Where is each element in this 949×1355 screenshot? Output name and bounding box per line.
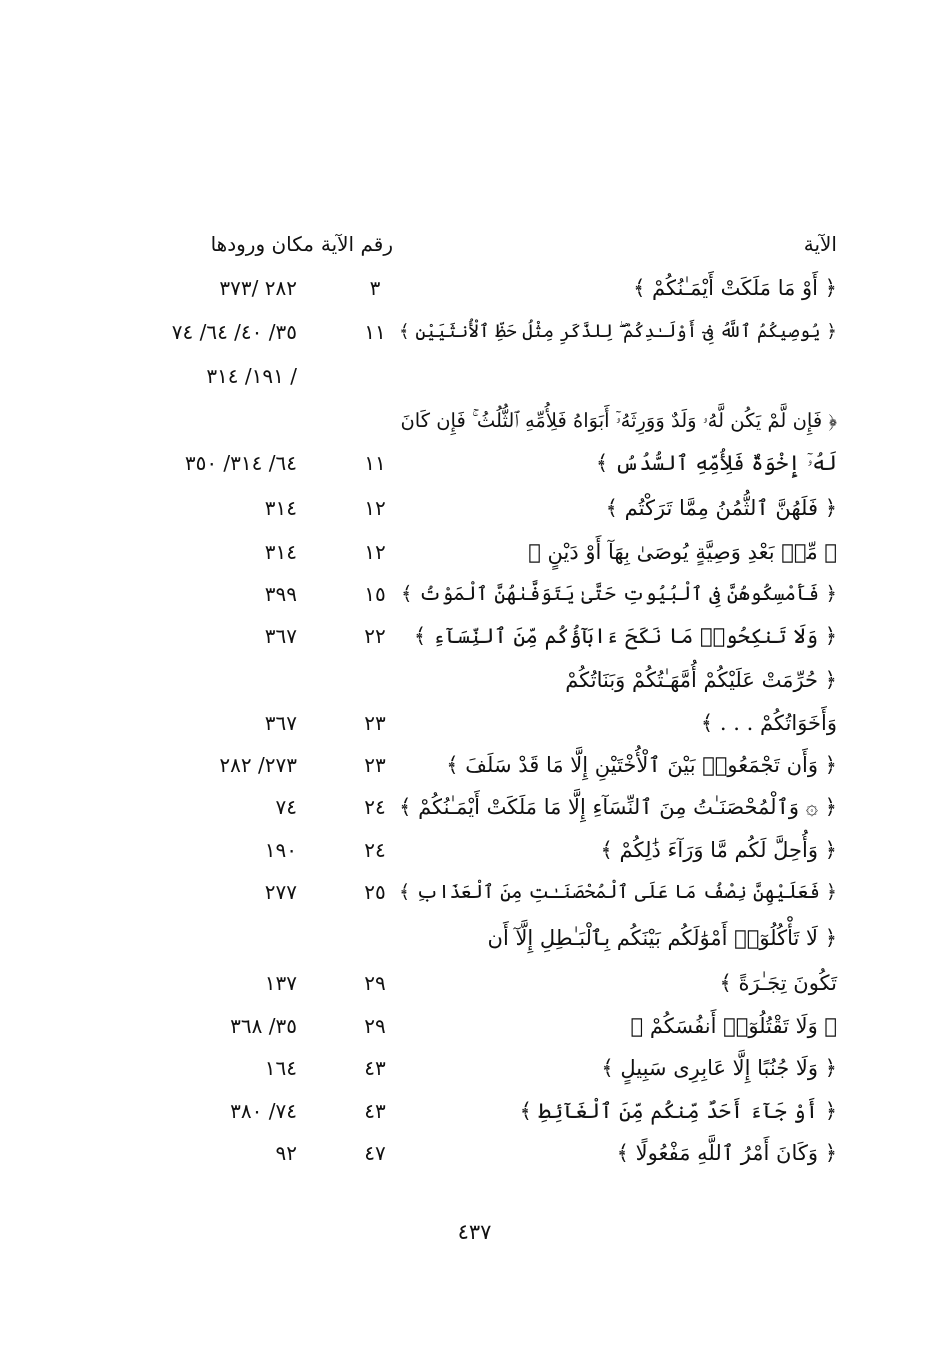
ayah-number: ٢٩ (364, 1014, 386, 1038)
ayah-text: ﴿ يُوصِيكُمُ ٱللَّهُ فِىٓ أَوْلَـٰدِكُمْ ۖ لِلذَّكَرِ مِثْلُ حَظِّ ٱلْأُنثَيَيْنِ ﴾ (399, 321, 837, 342)
table-row (0, 745, 949, 785)
page-number: ٤٣٧ (457, 1220, 492, 1244)
table-row (0, 703, 949, 743)
header-ayah-number: رقم الآية (320, 232, 393, 256)
ayah-number: ٤٣ (364, 1099, 386, 1123)
ayah-place-pages: ٧٤ (275, 795, 297, 819)
ayah-place-pages: ٢٧٧ (264, 880, 297, 904)
header-ayah: الآية (803, 232, 837, 256)
ayah-text: ﴿ فَلَهُنَّ ٱلثُّمُنُ مِمَّا تَرَكْتُم ﴾ (605, 496, 837, 520)
ayah-number: ١٢ (364, 540, 386, 564)
ayah-number: ١١ (364, 451, 386, 475)
table-row (0, 532, 949, 572)
ayah-place-pages: ٣٥/ ٤٠/ ٦٤/ ٧٤ (171, 320, 297, 344)
ayah-place-pages: ٣٥/ ٣٦٨ (230, 1014, 297, 1038)
ayah-number: ٤٣ (364, 1056, 386, 1080)
ayah-text: ﴿ مِّنۢ بَعْدِ وَصِيَّةٍ يُوصَىٰ بِهَآ أَوْ دَيْنٍ ﴾ (528, 540, 837, 564)
table-row (0, 918, 949, 958)
ayah-number: ٢٥ (364, 880, 386, 904)
ayah-text: ﴿ وَأَن تَجْمَعُوا۟ بَيْنَ ٱلْأُخْتَيْنِ إِلَّا مَا قَدْ سَلَفَ ﴾ (446, 753, 837, 777)
ayah-place-pages: ٣٦٧ (264, 624, 297, 648)
ayah-place-pages: ١٦٤ (264, 1056, 297, 1080)
table-row (0, 872, 949, 912)
ayah-place-pages: ١٣٧ (264, 971, 297, 995)
ayah-text: لَهُۥٓ إِخْوَةٌ فَلِأُمِّهِ ٱلسُّدُسُ ﴾ (595, 451, 837, 475)
ayah-text: ﴿ لَا تَأْكُلُوٓا۟ أَمْوَٰلَكُم بَيْنَكُم بِٱلْبَـٰطِلِ إِلَّآ أَن (487, 926, 837, 950)
ayah-text: ﴿ وَلَا جُنُبًا إِلَّا عَابِرِى سَبِيلٍ ﴾ (601, 1056, 837, 1080)
ayah-text: ﴿ وَلَا تَنكِحُوا۟ مَا نَكَحَ ءَابَآؤُكُم مِّنَ ٱلنِّسَآءِ ﴾ (413, 624, 837, 648)
ayah-number: ١٥ (364, 582, 386, 606)
ayah-place-pages: ٢٨٢ /٣٧٣ (219, 276, 297, 300)
ayah-place-pages: / ١٩١/ ٣١٤ (206, 364, 297, 388)
table-row (0, 268, 949, 308)
table-row (0, 963, 949, 1003)
table-row (0, 488, 949, 528)
table-row (0, 574, 949, 614)
header-place: مكان ورودها (210, 232, 314, 256)
table-row (0, 1048, 949, 1088)
ayah-number: ١١ (364, 320, 386, 344)
ayah-place-pages: ٩٢ (275, 1141, 297, 1165)
ayah-text: ﴿ فَإِن لَّمْ يَكُن لَّهُۥ وَلَدٌ وَوَرِثَهُۥٓ أَبَوَاهُ فَلِأُمِّهِ ٱلثُّلُثُ ۚ فَإِن كَانَ (400, 409, 837, 432)
table-row (0, 356, 949, 396)
table-row (0, 660, 949, 700)
ayah-place-pages: ٧٤/ ٣٨٠ (230, 1099, 297, 1123)
table-row (0, 830, 949, 870)
ayah-text: ﴿ ۞ وَٱلْمُحْصَنَـٰتُ مِنَ ٱلنِّسَآءِ إِلَّا مَا مَلَكَتْ أَيْمَـٰنُكُمْ ﴾ (399, 795, 837, 819)
table-row (0, 1091, 949, 1131)
ayah-text: تَكُونَ تِجَـٰرَةً ﴾ (719, 971, 837, 995)
ayah-place-pages: ٣٩٩ (264, 582, 297, 606)
ayah-text: ﴿ فَأَمْسِكُوهُنَّ فِى ٱلْبُيُوتِ حَتَّىٰ يَتَوَفَّىٰهُنَّ ٱلْمَوْتُ ﴾ (400, 582, 837, 605)
table-row (0, 1133, 949, 1173)
ayah-place-pages: ٣٦٧ (264, 711, 297, 735)
ayah-text: ﴿ أَوْ جَآءَ أَحَدٌ مِّنكُم مِّنَ ٱلْغَآئِطِ ﴾ (519, 1099, 837, 1123)
ayah-number: ٤٧ (364, 1141, 386, 1165)
ayah-place-pages: ٣١٤ (264, 496, 297, 520)
ayah-number: ٢٣ (364, 753, 386, 777)
ayah-place-pages: ٢٧٣/ ٢٨٢ (219, 753, 297, 777)
ayah-text: وَأَخَوَاتُكُمْ . . . ﴾ (700, 711, 837, 735)
table-row (0, 312, 949, 352)
table-row (0, 401, 949, 441)
ayah-number: ١٢ (364, 496, 386, 520)
ayah-text: ﴿ وَأُحِلَّ لَكُم مَّا وَرَآءَ ذَٰلِكُمْ ﴾ (600, 838, 837, 862)
ayah-number: ٢٤ (364, 795, 386, 819)
ayah-place-pages: ٣١٤ (264, 540, 297, 564)
ayah-place-pages: ٦٤/ ٣١٤/ ٣٥٠ (184, 451, 297, 475)
ayah-text: ﴿ أَوْ مَا مَلَكَتْ أَيْمَـٰنُكُمْ ﴾ (633, 276, 837, 300)
ayah-text: ﴿ حُرِّمَتْ عَلَيْكُمْ أُمَّهَـٰتُكُمْ وَبَنَاتُكُمْ (565, 668, 837, 692)
table-row (0, 443, 949, 483)
ayah-number: ٢٢ (364, 624, 386, 648)
table-row (0, 1006, 949, 1046)
ayah-text: ﴿ وَلَا تَقْتُلُوٓا۟ أَنفُسَكُمْ ﴾ (630, 1014, 837, 1038)
ayah-number: ٢٣ (364, 711, 386, 735)
ayah-text: ﴿ فَعَلَيْهِنَّ نِصْفُ مَا عَلَى ٱلْمُحْصَنَـٰتِ مِنَ ٱلْعَذَابِ ﴾ (399, 881, 837, 903)
table-row (0, 787, 949, 827)
ayah-number: ٢٤ (364, 838, 386, 862)
ayah-place-pages: ١٩٠ (264, 838, 297, 862)
ayah-text: ﴿ وَكَانَ أَمْرُ ٱللَّهِ مَفْعُولًا ﴾ (616, 1141, 837, 1165)
ayah-number: ٣ (369, 276, 381, 300)
ayah-number: ٢٩ (364, 971, 386, 995)
table-row (0, 616, 949, 656)
